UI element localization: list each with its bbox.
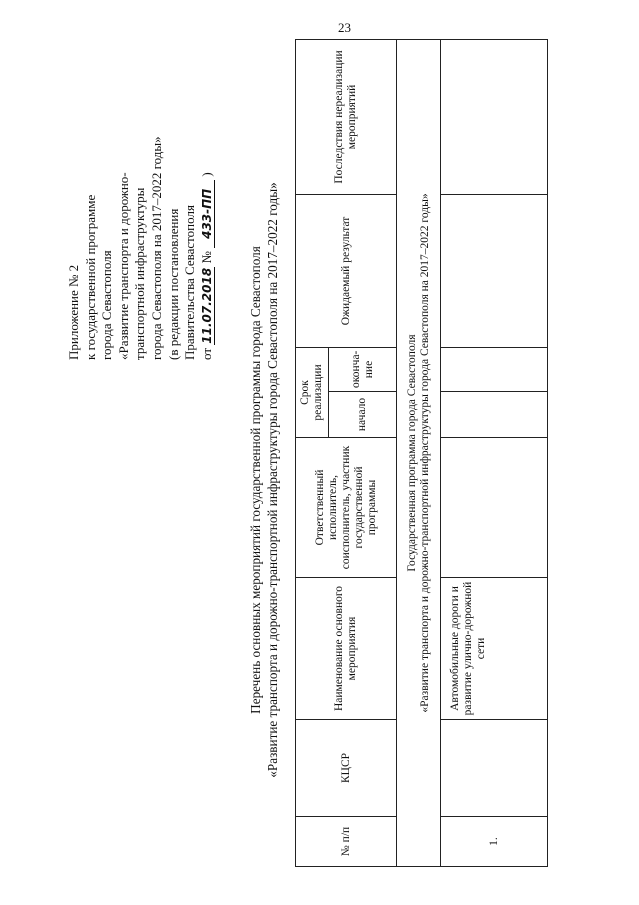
measures-table: [295, 39, 548, 867]
close-paren: ): [198, 172, 214, 177]
handwritten-number: 433-ПП: [201, 180, 215, 248]
page-number: 23: [338, 20, 351, 35]
appendix-line: города Севастополя: [99, 250, 115, 360]
from-label: от: [198, 347, 214, 360]
appendix-line: (в редакции постановления: [165, 208, 181, 360]
appendix-date-line: [199, 136, 216, 360]
row-result: [441, 195, 548, 348]
row-kcsr: [441, 720, 548, 817]
header-responsible: Ответственный исполнитель, соисполнитель, участник государственной программы: [296, 438, 397, 578]
header-period: Срок реализации: [296, 348, 329, 438]
section-cell: [397, 40, 441, 867]
header-consequences: Последствия нереализации мероприятий: [296, 40, 397, 195]
row-start: [441, 392, 548, 438]
appendix-line: транспортной инфраструктуры: [132, 187, 148, 360]
header-num: № п/п: [296, 817, 397, 867]
table-row: [441, 40, 548, 867]
title-line: Перечень основных мероприятий государственной программы города Севастополя: [248, 246, 263, 714]
header-row: [296, 40, 329, 867]
appendix-line: Правительства Севастополя: [182, 205, 198, 360]
header-end: оконча-ние: [329, 348, 397, 392]
title-line: «Развитие транспорта и дорожно-транспортной инфраструктуры города Севастополя на 2017–2022 годы»: [265, 182, 280, 778]
appendix-line: «Развитие транспорта и дорожно-: [115, 172, 131, 360]
document-title: [247, 95, 281, 865]
section-line: Государственная программа города Севастополя: [405, 334, 418, 572]
appendix-block: [66, 136, 215, 360]
header-name: Наименование основного мероприятия: [296, 578, 397, 720]
section-row: [397, 40, 441, 867]
row-consequences: [441, 40, 548, 195]
row-num: 1.: [441, 817, 548, 867]
header-kcsr: КЦСР: [296, 720, 397, 817]
appendix-line: к государственной программе: [82, 194, 98, 360]
row-name: Автомобильные дороги и развитие улично-дорожной сети: [441, 578, 548, 720]
number-label: №: [198, 251, 214, 264]
appendix-line: города Севастополя на 2017–2022 годы»: [148, 136, 164, 360]
appendix-line: Приложение № 2: [66, 264, 81, 360]
section-line: «Развитие транспорта и дорожно-транспортной инфраструктуры города Севастополя на 2017–2022 годы»: [418, 193, 431, 713]
header-result: Ожидаемый результат: [296, 195, 397, 348]
row-responsible: [441, 438, 548, 578]
header-start: начало: [329, 392, 397, 438]
handwritten-date: 11.07.2018: [199, 267, 214, 344]
row-end: [441, 348, 548, 392]
